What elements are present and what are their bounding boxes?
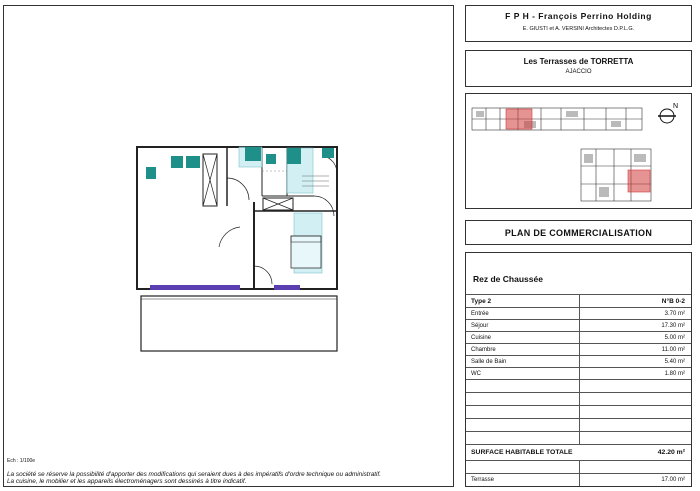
company-name: F P H - François Perrino Holding [505, 11, 652, 21]
door-arc [227, 178, 249, 200]
room-area: 5.00 m² [664, 335, 685, 341]
window-living [150, 285, 240, 290]
room-area: 3.70 m² [664, 311, 685, 317]
minimap-drawing [466, 94, 691, 208]
window-bedroom [274, 285, 300, 290]
washbasin [245, 147, 261, 161]
areas-table [465, 252, 692, 487]
scale-label: Ech : 1/100e [7, 458, 36, 464]
room-area: 11.00 m² [661, 347, 685, 353]
terrace-value: 17.00 m² [661, 477, 685, 483]
terrace-row [466, 473, 691, 486]
room-name: Chambre [471, 347, 496, 353]
terrace-label: Terrasse [471, 477, 495, 483]
floor-plan-frame [3, 5, 454, 487]
type-label: Type 2 [471, 298, 492, 305]
table-row-empty [466, 392, 691, 405]
total-row [466, 444, 691, 460]
kitchen-oven [186, 156, 200, 168]
lot-label: N°B 0-2 [661, 298, 685, 305]
room-name: Entrée [471, 311, 489, 317]
room-name: WC [471, 371, 481, 377]
plan-title: PLAN DE COMMERCIALISATION [465, 220, 692, 245]
disclaimer-line: La société se réserve la possibilité d'apporter des modifications qui seraient dues à des impératifs d'ordre technique ou administratif. [7, 471, 382, 478]
room-name: Séjour [471, 323, 489, 329]
table-row-empty [466, 431, 691, 444]
company-box [465, 5, 692, 42]
level-label: Rez de Chaussée [473, 274, 543, 284]
terrace-outline [141, 296, 337, 351]
room-area: 1.80 m² [664, 371, 685, 377]
disclaimer-line: La cuisine, le mobilier et les appareils électroménagers sont dessinés à titre indicatif. [7, 478, 247, 485]
table-row [466, 307, 691, 319]
total-value: 42.20 m² [657, 449, 685, 456]
room-name: Cuisine [471, 335, 492, 341]
toilet [266, 154, 276, 164]
table-row-empty [466, 379, 691, 391]
project-name: Les Terrasses de TORRETTA [523, 57, 634, 66]
project-city: AJACCIO [565, 69, 592, 75]
table-row [466, 343, 691, 355]
table-row-empty [466, 418, 691, 431]
lot-highlight-plan [628, 170, 650, 192]
lot-highlight-elevation [506, 109, 532, 129]
table-row [466, 355, 691, 367]
kitchen-hob [171, 156, 183, 168]
floor-plan-drawing [4, 6, 453, 486]
location-minimap [465, 93, 692, 209]
table-row-empty [466, 460, 691, 473]
north-label: N [673, 103, 679, 110]
room-area: 17.30 m² [661, 323, 685, 329]
kitchen-sink [146, 167, 156, 179]
bed [291, 236, 321, 268]
room-area: 5.40 m² [664, 359, 685, 365]
table-row [466, 319, 691, 331]
architects: E. GIUSTI et A. VERSINI Architectes D.P.L.G. [522, 26, 635, 32]
bath-tub [287, 148, 301, 164]
north-arrow-icon [658, 103, 678, 123]
table-row-empty [466, 405, 691, 418]
table-header [466, 294, 691, 306]
room-name: Salle de Bain [471, 359, 507, 365]
total-label: SURFACE HABITABLE TOTALE [471, 449, 573, 456]
project-box [465, 50, 692, 87]
disclaimer [7, 471, 452, 485]
table-row [466, 367, 691, 379]
table-row [466, 331, 691, 343]
